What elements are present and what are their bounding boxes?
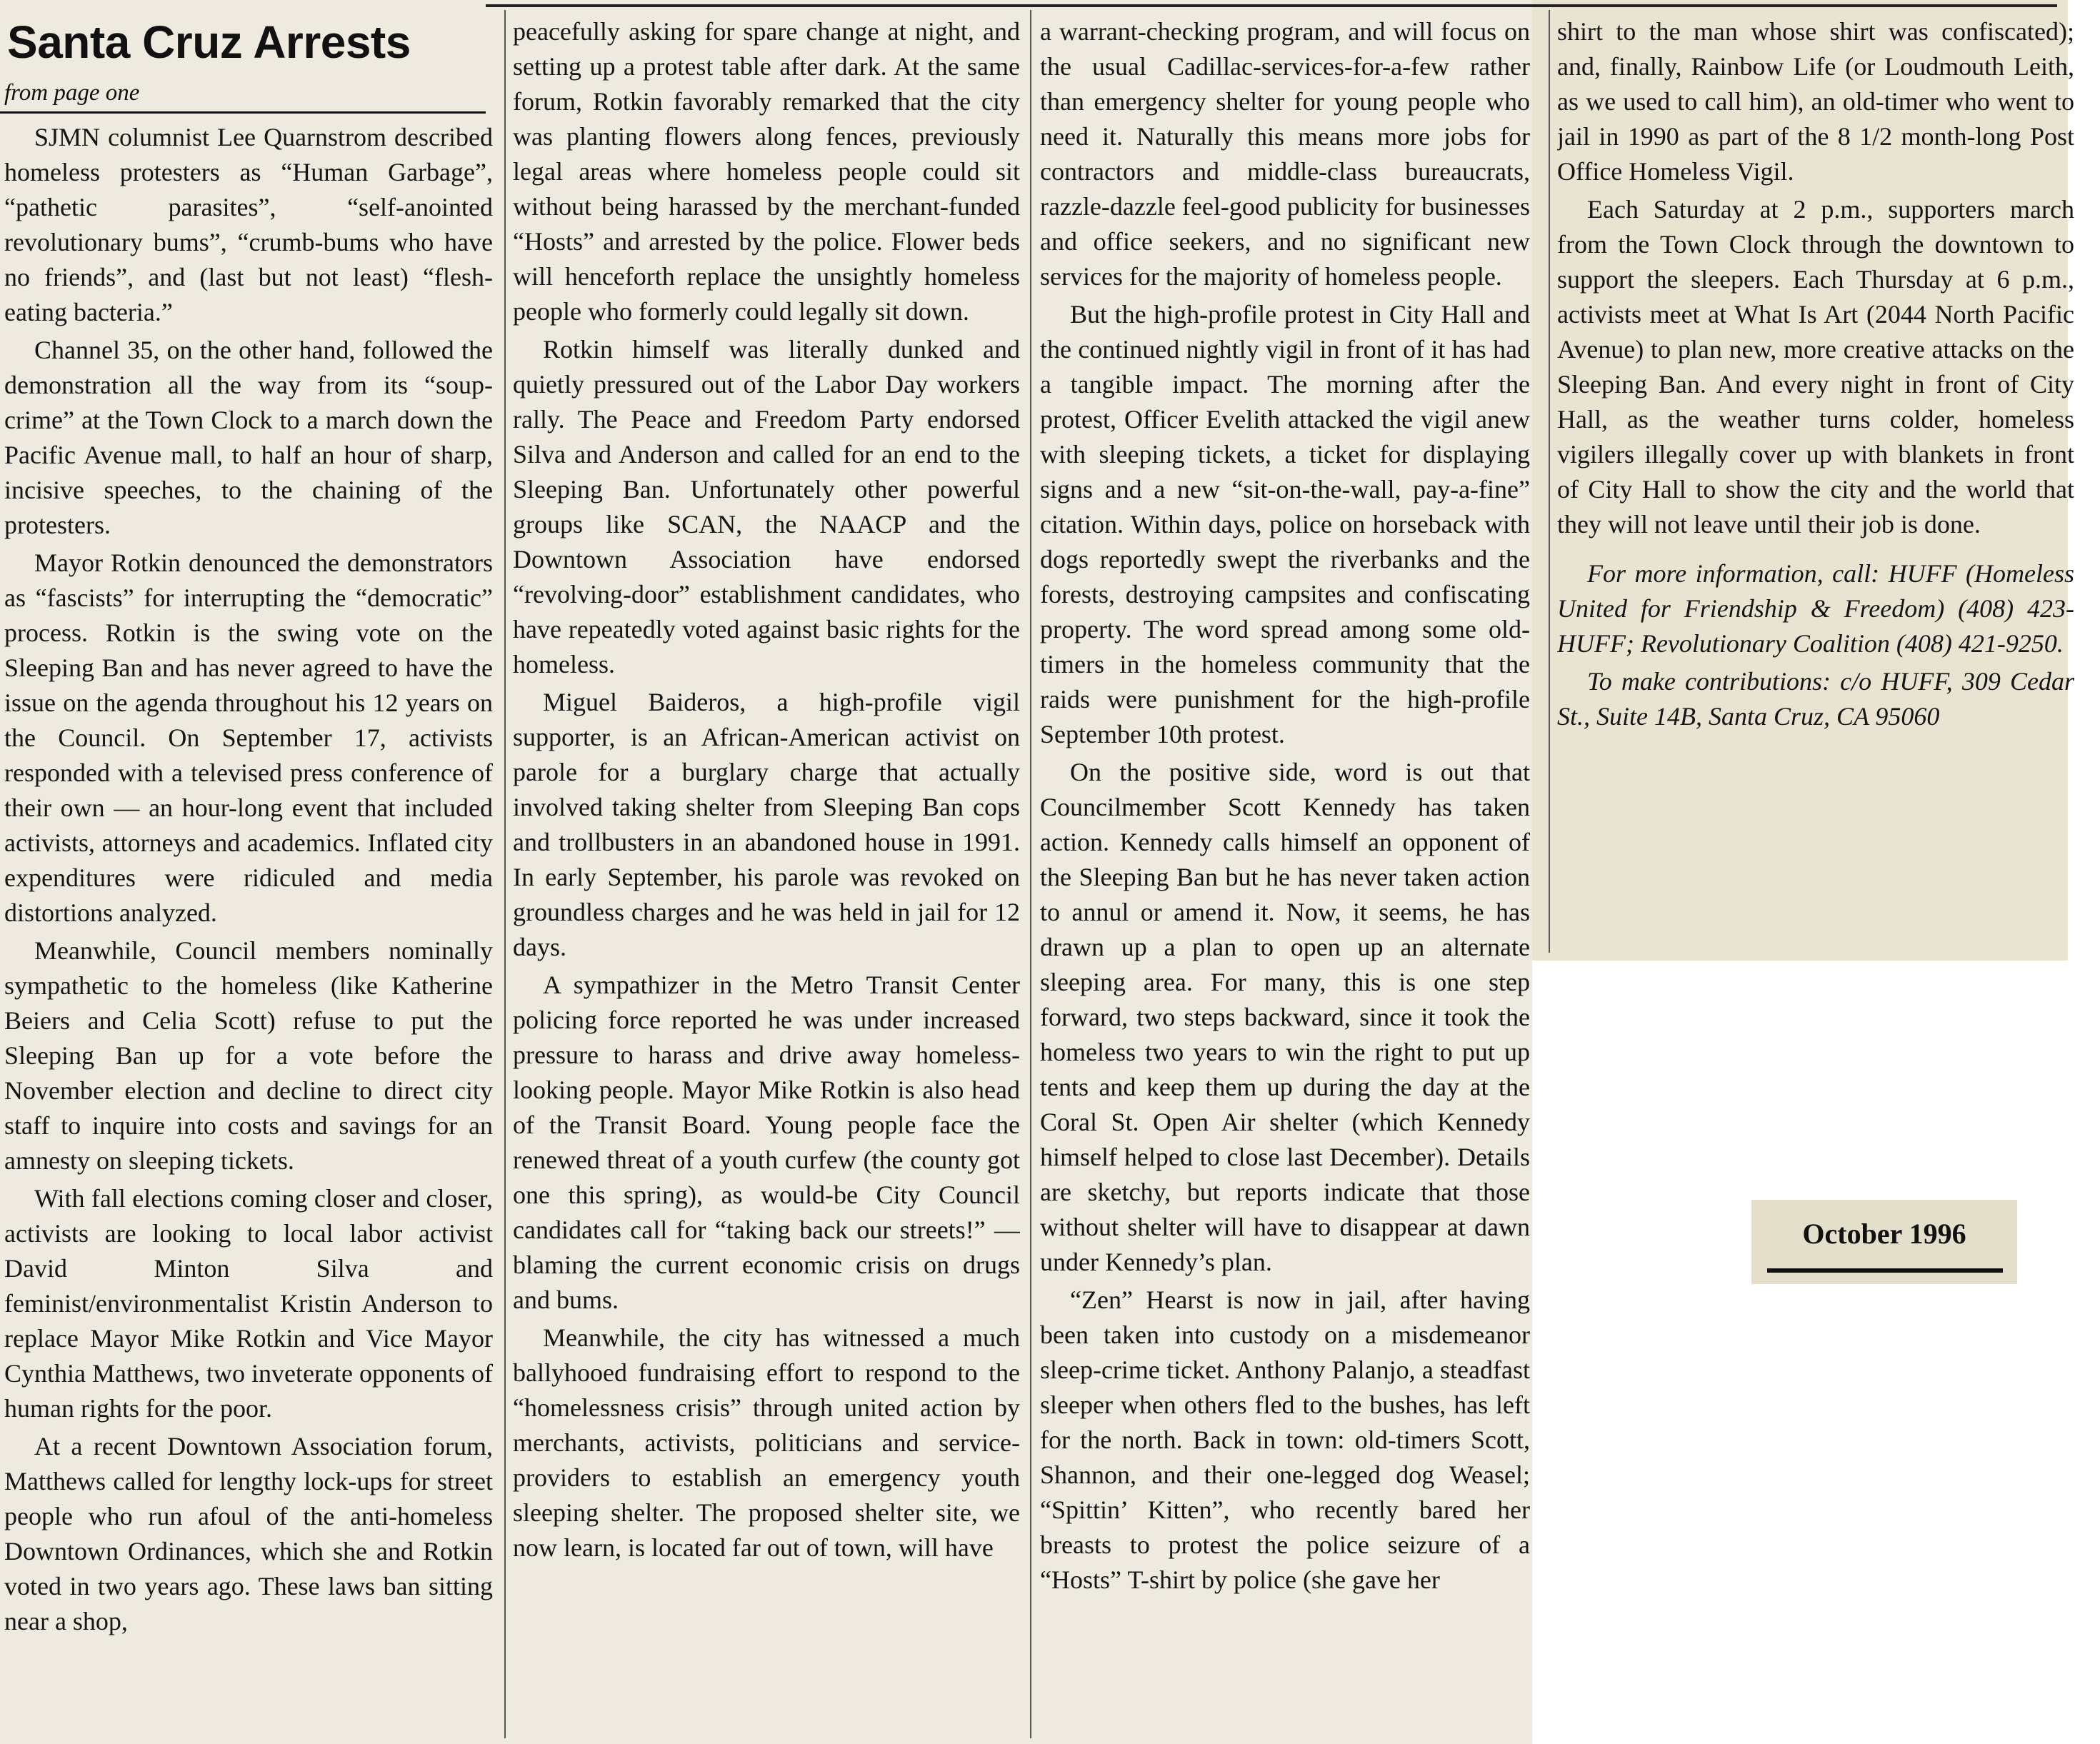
date-label: October 1996 [1802,1218,1966,1250]
date-label-box [1751,1200,2017,1284]
article-column-2 [513,14,1020,1741]
paragraph: Miguel Baideros, a high-profile vigil supporter, is an African-American activist on parole for a burglary charge that actually involved taking shelter from Sleeping Ban cops and trollbusters in an abandoned house in 1991. In early September, his parole was revoked on groundless charges and he was held in jail for 12 days. [513,688,1020,961]
header-rule [486,4,2057,7]
paragraph: Rotkin himself was literally dunked and quietly pressured out of the Labor Day workers rally. The Peace and Freedom Party endorsed Silva and Anderson and called for an end to the Sleeping Ban. Unfortunately other powerful groups like SCAN, the NAACP and the Downtown Association have endorsed “revolving-door” establishment candidates, who have repeatedly voted against basic rights for the homeless. [513,335,1020,678]
paragraph: shirt to the man whose shirt was confiscated); and, finally, Rainbow Life (or Loudmouth Leith, as we used to call him), an old-timer who went to jail in 1990 as part of the 8 1/2 month-long Post Office Homeless Vigil. [1557,17,2074,186]
column-rule [1030,10,1031,1738]
paragraph: At a recent Downtown Association forum, Matthews called for lengthy lock-ups for street people who run afoul of the anti-homeless Downtown Ordinances, which she and Rotkin voted in two years ago. These laws ban sitting near a shop, [4,1432,493,1635]
contact-info: For more information, call: HUFF (Homeless United for Friendship & Freedom) (408) 423-HUFF; Revolutionary Coalition (408) 421-9250. [1557,559,2074,658]
paragraph: A sympathizer in the Metro Transit Center policing force reported he was under increased pressure to harass and drive away homeless-looking people. Mayor Mike Rotkin is also head of the Transit Board. Young people face the renewed threat of a youth curfew (the county got one this spring), as would-be City Council candidates call for “taking back our streets!” — blaming the current economic crisis on drugs and bums. [513,971,1020,1314]
paragraph: With fall elections coming closer and closer, activists are looking to local labor activist David Minton Silva and feminist/environmentalist Kristin Anderson to replace Mayor Mike Rotkin and Vice Mayor Cynthia Matthews, two inveterate opponents of human rights for the poor. [4,1184,493,1423]
contribution-info: To make contributions: c/o HUFF, 309 Cedar St., Suite 14B, Santa Cruz, CA 95060 [1557,667,2074,731]
paragraph: “Zen” Hearst is now in jail, after having been taken into custody on a misdemeanor sleep-crime ticket. Anthony Palanjo, a steadfast sleeper when others fled to the bushes, has left for the north. Back in town: old-timers Scott, Shannon, and their one-legged dog Weasel; “Spittin’ Kitten”, who recently bared her breasts to protest the police seizure of a “Hosts” T-shirt by police (she gave her [1040,1286,1530,1594]
headline: Santa Cruz Arrests [7,16,411,68]
headline-rule [0,111,486,114]
jump-line: from page one [4,80,140,106]
paragraph: a warrant-checking program, and will focus on the usual Cadillac-services-for-a-few rather than emergency shelter for young people who need it. Naturally this means more jobs for contractors and middle-class bureaucrats, razzle-dazzle feel-good publicity for businesses and office seekers, and no significant new services for the majority of homeless people. [1040,17,1530,291]
paragraph: But the high-profile protest in City Hall and the continued nightly vigil in front of it has had a tangible impact. The morning after the protest, Officer Evelith attacked the vigil anew with sleeping tickets, a ticket for displaying signs and a new “sit-on-the-wall, pay-a-fine” citation. Within days, police on horseback with dogs reportedly swept the riverbanks and the forests, destroying campsites and confiscating property. The word spread among some old-timers in the homeless community that the raids were punishment for the high-profile September 10th protest. [1040,300,1530,748]
paragraph: peacefully asking for spare change at night, and setting up a protest table after dark. At the same forum, Rotkin favorably remarked that the city was planting flowers along fences, previously legal areas where homeless people could sit without being harassed by the merchant-funded “Hosts” and arrested by the police. Flower beds will henceforth replace the unsightly homeless people who formerly could legally sit down. [513,17,1020,326]
article-column-4 [1557,14,2074,950]
paragraph: Each Saturday at 2 p.m., supporters march from the Town Clock through the downtown to support the sleepers. Each Thursday at 6 p.m., activists meet at What Is Art (2044 North Pacific Avenue) to plan new, more creative attacks on the Sleeping Ban. And every night in front of City Hall, as the weather turns colder, homeless vigilers illegally cover up with blankets in front of City Hall to show the city and the world that they will not leave until their job is done. [1557,195,2074,538]
column-rule [1549,10,1550,953]
paragraph: SJMN columnist Lee Quarnstrom described homeless protesters as “Human Garbage”, “pathetic parasites”, “self-anointed revolutionary bums”, “crumb-bums who have no friends”, and (last but not least) “flesh-eating bacteria.” [4,123,493,326]
paragraph: On the positive side, word is out that Councilmember Scott Kennedy has taken action. Kennedy calls himself an opponent of the Sleeping Ban but he has never taken action to annul or amend it. Now, it seems, he has drawn up a plan to open up an alternate sleeping area. For many, this is one step forward, two steps backward, since it took the homeless two years to win the right to put up tents and keep them up during the day at the Coral St. Open Air shelter (which Kennedy himself helped to close last December). Details are sketchy, but reports indicate that those without shelter will have to disappear at dawn under Kennedy’s plan. [1040,758,1530,1276]
paragraph: Channel 35, on the other hand, followed the demonstration all the way from its “soup-crime” at the Town Clock to a march down the Pacific Avenue mall, to half an hour of sharp, incisive speeches, to the chaining of the protesters. [4,336,493,539]
article-column-1 [4,120,493,1741]
paragraph: Meanwhile, Council members nominally sympathetic to the homeless (like Katherine Beiers and Celia Scott) refuse to put the Sleeping Ban up for a vote before the November election and decline to direct city staff to inquire into costs and savings for an amnesty on sleeping tickets. [4,936,493,1175]
date-underline [1767,1268,2003,1273]
article-column-3 [1040,14,1530,1741]
column-rule [504,10,506,1738]
paragraph: Mayor Rotkin denounced the demonstrators as “fascists” for interrupting the “democratic” process. Rotkin is the swing vote on the Sleeping Ban and has never agreed to have the issue on the agenda throughout his 12 years on the Council. On September 17, activists responded with a televised press conference of their own — an hour-long event that included activists, attorneys and academics. Inflated city expenditures were ridiculed and media distortions analyzed. [4,548,493,927]
paragraph: Meanwhile, the city has witnessed a much ballyhooed fundraising effort to respond to the “homelessness crisis” through united action by merchants, activists, politicians and service-providers to establish an emergency youth sleeping shelter. The proposed shelter site, we now learn, is located far out of town, will have [513,1323,1020,1562]
